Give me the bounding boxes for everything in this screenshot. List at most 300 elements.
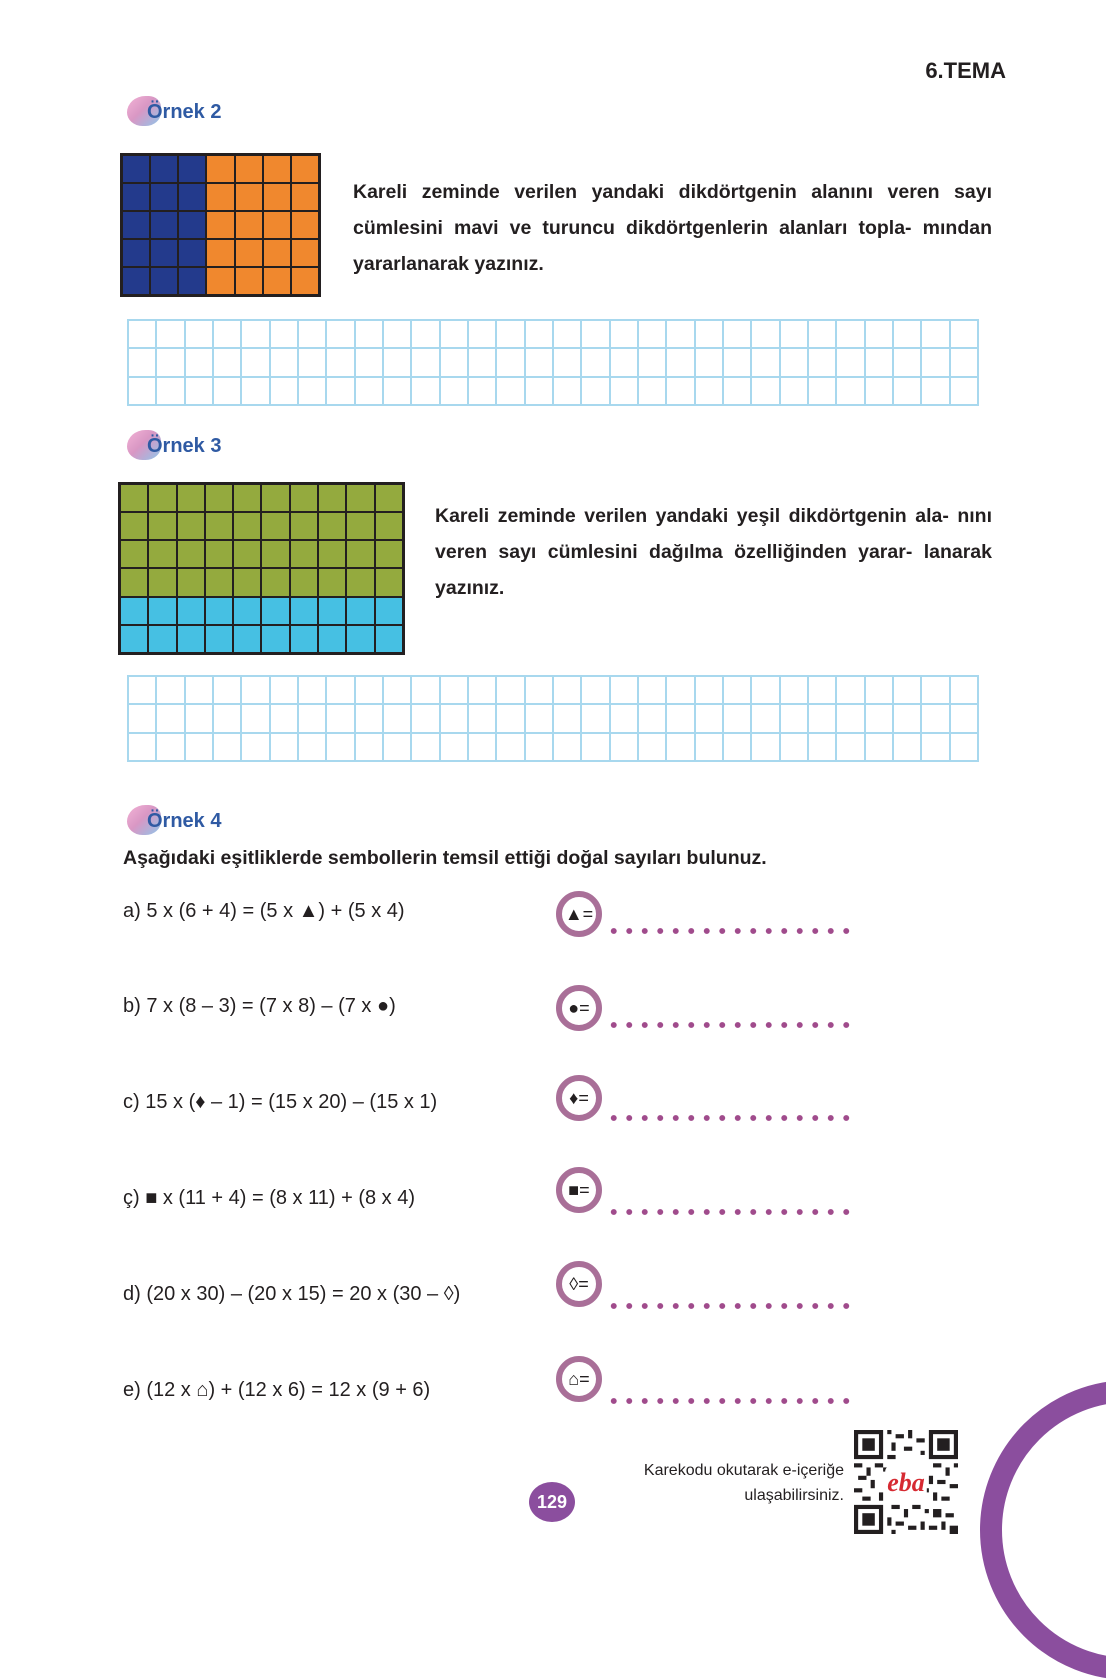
example-3-label: Örnek 3 (147, 435, 222, 457)
writing-grid-cell[interactable] (723, 676, 751, 704)
writing-grid-cell[interactable] (808, 733, 836, 761)
writing-grid-cell[interactable] (128, 704, 156, 732)
writing-grid-cell[interactable] (468, 377, 496, 405)
writing-grid-cell[interactable] (468, 348, 496, 376)
cyan-cell (233, 597, 261, 625)
green-cell (318, 540, 346, 568)
page-number: 129 (529, 1482, 575, 1522)
writing-grid-cell[interactable] (553, 733, 581, 761)
green-cell (233, 484, 261, 512)
writing-grid-cell[interactable] (921, 733, 949, 761)
writing-grid-cell[interactable] (355, 733, 383, 761)
writing-grid-cell[interactable] (270, 704, 298, 732)
cyan-cell (318, 625, 346, 653)
green-cell (233, 540, 261, 568)
blue-cell (122, 211, 150, 239)
writing-grid-cell[interactable] (270, 676, 298, 704)
writing-grid-cell[interactable] (581, 676, 609, 704)
blue-cell (178, 267, 206, 295)
writing-grid-cell[interactable] (638, 704, 666, 732)
green-cell (318, 512, 346, 540)
orange-cell (263, 267, 291, 295)
writing-grid-cell[interactable] (950, 377, 978, 405)
writing-grid-cell[interactable] (751, 320, 779, 348)
writing-grid-cell[interactable] (921, 704, 949, 732)
writing-grid-cell[interactable] (383, 377, 411, 405)
writing-grid-cell[interactable] (326, 377, 354, 405)
writing-grid-cell[interactable] (695, 704, 723, 732)
green-cell (318, 568, 346, 596)
green-cell (148, 568, 176, 596)
answer-dotted-line[interactable] (606, 1113, 856, 1123)
writing-grid-cell[interactable] (525, 704, 553, 732)
writing-grid-cell[interactable] (185, 704, 213, 732)
writing-grid-cell[interactable] (355, 348, 383, 376)
writing-grid-cell[interactable] (950, 348, 978, 376)
writing-grid-cell[interactable] (666, 377, 694, 405)
writing-grid-cell[interactable] (751, 377, 779, 405)
qr-caption-line-1: Karekodu okutarak e-içeriğe (643, 1462, 844, 1479)
writing-grid-cell[interactable] (723, 733, 751, 761)
answer-grid-2[interactable] (127, 675, 979, 762)
writing-grid-cell[interactable] (695, 733, 723, 761)
writing-grid-cell[interactable] (751, 733, 779, 761)
writing-grid-cell[interactable] (950, 320, 978, 348)
writing-grid-cell[interactable] (128, 320, 156, 348)
writing-grid-cell[interactable] (440, 676, 468, 704)
writing-grid-cell[interactable] (496, 676, 524, 704)
writing-grid-cell[interactable] (780, 320, 808, 348)
writing-grid-cell[interactable] (808, 676, 836, 704)
writing-grid-cell[interactable] (185, 320, 213, 348)
writing-grid-cell[interactable] (723, 704, 751, 732)
writing-grid-cell[interactable] (581, 733, 609, 761)
writing-grid-cell[interactable] (383, 733, 411, 761)
writing-grid-cell[interactable] (610, 733, 638, 761)
green-cell (120, 540, 148, 568)
symbol-ring: ●= (556, 985, 602, 1031)
writing-grid-cell[interactable] (411, 704, 439, 732)
orange-cell (235, 155, 263, 183)
writing-grid-cell[interactable] (836, 704, 864, 732)
writing-grid-cell[interactable] (185, 733, 213, 761)
writing-grid-cell[interactable] (213, 320, 241, 348)
writing-grid-cell[interactable] (383, 348, 411, 376)
writing-grid-cell[interactable] (893, 377, 921, 405)
cyan-cell (375, 597, 403, 625)
writing-grid-cell[interactable] (780, 704, 808, 732)
answer-dotted-line[interactable] (606, 926, 856, 936)
symbol-ring: ⌂= (556, 1356, 602, 1402)
writing-grid-cell[interactable] (326, 348, 354, 376)
orange-cell (263, 155, 291, 183)
writing-grid-cell[interactable] (496, 733, 524, 761)
green-cell (177, 540, 205, 568)
writing-grid-cell[interactable] (383, 320, 411, 348)
cyan-cell (233, 625, 261, 653)
writing-grid-cell[interactable] (326, 733, 354, 761)
blue-cell (178, 183, 206, 211)
blue-cell (178, 155, 206, 183)
writing-grid-cell[interactable] (355, 320, 383, 348)
writing-grid-cell[interactable] (695, 676, 723, 704)
writing-grid-cell[interactable] (156, 348, 184, 376)
green-cell (261, 484, 289, 512)
green-cell (148, 484, 176, 512)
writing-grid-cell[interactable] (865, 733, 893, 761)
equation-a: a) 5 x (6 + 4) = (5 x ▲) + (5 x 4) (123, 900, 405, 922)
writing-grid-cell[interactable] (865, 348, 893, 376)
green-cyan-rectangle-grid (118, 482, 405, 655)
writing-grid-cell[interactable] (865, 676, 893, 704)
writing-grid-cell[interactable] (411, 733, 439, 761)
blue-cell (122, 183, 150, 211)
orange-cell (206, 211, 234, 239)
answer-dotted-line[interactable] (606, 1396, 856, 1406)
writing-grid-cell[interactable] (808, 348, 836, 376)
writing-grid-cell[interactable] (836, 348, 864, 376)
writing-grid-cell[interactable] (893, 676, 921, 704)
equation-d: d) (20 x 30) – (20 x 15) = 20 x (30 – ◊) (123, 1283, 461, 1305)
green-cell (261, 512, 289, 540)
writing-grid-cell[interactable] (666, 676, 694, 704)
writing-grid-cell[interactable] (411, 676, 439, 704)
writing-grid-cell[interactable] (156, 676, 184, 704)
writing-grid-cell[interactable] (270, 733, 298, 761)
writing-grid-cell[interactable] (241, 320, 269, 348)
green-cell (290, 568, 318, 596)
green-cell (290, 512, 318, 540)
writing-grid-cell[interactable] (440, 733, 468, 761)
green-cell (148, 540, 176, 568)
writing-grid-cell[interactable] (355, 676, 383, 704)
writing-grid-cell[interactable] (411, 348, 439, 376)
writing-grid-cell[interactable] (468, 704, 496, 732)
writing-grid-cell[interactable] (440, 377, 468, 405)
writing-grid-cell[interactable] (355, 704, 383, 732)
eba-logo: eba (887, 1468, 925, 1497)
writing-grid-cell[interactable] (298, 348, 326, 376)
writing-grid-cell[interactable] (440, 320, 468, 348)
cyan-cell (120, 597, 148, 625)
answer-dotted-line[interactable] (606, 1207, 856, 1217)
green-cell (261, 568, 289, 596)
example-4-label: Örnek 4 (147, 810, 222, 832)
writing-grid-cell[interactable] (241, 704, 269, 732)
writing-grid-cell[interactable] (525, 320, 553, 348)
writing-grid-cell[interactable] (723, 377, 751, 405)
orange-cell (263, 183, 291, 211)
green-cell (205, 540, 233, 568)
theme-title: 6.TEMA (925, 58, 1006, 83)
writing-grid-cell[interactable] (553, 348, 581, 376)
cyan-cell (290, 597, 318, 625)
cyan-cell (261, 625, 289, 653)
writing-grid-cell[interactable] (751, 704, 779, 732)
writing-grid-cell[interactable] (921, 676, 949, 704)
green-cell (177, 512, 205, 540)
writing-grid-cell[interactable] (156, 733, 184, 761)
green-cell (205, 484, 233, 512)
writing-grid-cell[interactable] (610, 320, 638, 348)
green-cell (375, 568, 403, 596)
writing-grid-cell[interactable] (383, 676, 411, 704)
equation-c-cedilla: ç) ■ x (11 + 4) = (8 x 11) + (8 x 4) (123, 1187, 415, 1209)
green-cell (375, 512, 403, 540)
writing-grid-cell[interactable] (865, 704, 893, 732)
writing-grid-cell[interactable] (411, 377, 439, 405)
writing-grid-cell[interactable] (610, 348, 638, 376)
writing-grid-cell[interactable] (156, 320, 184, 348)
writing-grid-cell[interactable] (440, 704, 468, 732)
blue-cell (122, 239, 150, 267)
orange-cell (263, 239, 291, 267)
cyan-cell (177, 625, 205, 653)
writing-grid-cell[interactable] (496, 320, 524, 348)
writing-grid-cell[interactable] (185, 676, 213, 704)
writing-grid-cell[interactable] (893, 704, 921, 732)
writing-grid-cell[interactable] (468, 733, 496, 761)
writing-grid-cell[interactable] (468, 320, 496, 348)
writing-grid-cell[interactable] (270, 348, 298, 376)
writing-grid-cell[interactable] (553, 377, 581, 405)
writing-grid-cell[interactable] (638, 733, 666, 761)
answer-dotted-line[interactable] (606, 1301, 856, 1311)
writing-grid-cell[interactable] (780, 733, 808, 761)
green-cell (290, 540, 318, 568)
writing-grid-cell[interactable] (326, 320, 354, 348)
orange-cell (235, 239, 263, 267)
answer-dotted-line[interactable] (606, 1020, 856, 1030)
green-cell (346, 512, 374, 540)
writing-grid-cell[interactable] (326, 676, 354, 704)
symbol-ring: ◊= (556, 1261, 602, 1307)
blue-cell (150, 239, 178, 267)
green-cell (177, 484, 205, 512)
writing-grid-cell[interactable] (185, 348, 213, 376)
cyan-cell (346, 625, 374, 653)
blue-cell (178, 239, 206, 267)
green-cell (375, 540, 403, 568)
writing-grid-cell[interactable] (270, 320, 298, 348)
symbol-ring: ♦= (556, 1075, 602, 1121)
cyan-cell (205, 625, 233, 653)
writing-grid-cell[interactable] (581, 704, 609, 732)
orange-cell (291, 211, 319, 239)
blue-cell (122, 267, 150, 295)
blue-cell (122, 155, 150, 183)
writing-grid-cell[interactable] (950, 733, 978, 761)
blue-cell (150, 155, 178, 183)
writing-grid-cell[interactable] (185, 377, 213, 405)
writing-grid-cell[interactable] (865, 377, 893, 405)
qr-caption (644, 1458, 844, 1508)
green-cell (318, 484, 346, 512)
example-4-instruction: Aşağıdaki eşitliklerde sembollerin temsil ettiği doğal sayıları bulunuz. (123, 847, 767, 869)
writing-grid-cell[interactable] (298, 733, 326, 761)
writing-grid-cell[interactable] (298, 377, 326, 405)
writing-grid-cell[interactable] (836, 377, 864, 405)
example-3-text: Kareli zeminde verilen yandaki yeşil dikdörtgenin ala- nını veren sayı cümlesini dağılma özelliğinden yarar- lanarak yazınız. (435, 505, 992, 599)
orange-cell (291, 155, 319, 183)
writing-grid-cell[interactable] (893, 320, 921, 348)
blue-cell (150, 211, 178, 239)
writing-grid-cell[interactable] (638, 676, 666, 704)
writing-grid-cell[interactable] (610, 377, 638, 405)
writing-grid-cell[interactable] (836, 676, 864, 704)
writing-grid-cell[interactable] (440, 348, 468, 376)
writing-grid-cell[interactable] (610, 676, 638, 704)
writing-grid-cell[interactable] (836, 733, 864, 761)
writing-grid-cell[interactable] (638, 348, 666, 376)
writing-grid-cell[interactable] (581, 320, 609, 348)
writing-grid-cell[interactable] (666, 320, 694, 348)
green-cell (205, 512, 233, 540)
writing-grid-cell[interactable] (525, 733, 553, 761)
green-cell (375, 484, 403, 512)
writing-grid-cell[interactable] (836, 320, 864, 348)
orange-cell (235, 183, 263, 211)
orange-cell (206, 239, 234, 267)
green-cell (346, 540, 374, 568)
writing-grid-cell[interactable] (695, 348, 723, 376)
writing-grid-cell[interactable] (298, 320, 326, 348)
writing-grid-cell[interactable] (553, 676, 581, 704)
writing-grid-cell[interactable] (128, 348, 156, 376)
writing-grid-cell[interactable] (496, 704, 524, 732)
writing-grid-cell[interactable] (553, 704, 581, 732)
orange-cell (263, 211, 291, 239)
writing-grid-cell[interactable] (921, 320, 949, 348)
writing-grid-cell[interactable] (553, 320, 581, 348)
qr-code-icon[interactable] (854, 1430, 958, 1534)
example-2-label: Örnek 2 (147, 101, 222, 123)
equation-e: e) (12 x ⌂) + (12 x 6) = 12 x (9 + 6) (123, 1379, 431, 1401)
green-cell (205, 568, 233, 596)
writing-grid-cell[interactable] (241, 733, 269, 761)
writing-grid-cell[interactable] (808, 320, 836, 348)
writing-grid-cell[interactable] (893, 733, 921, 761)
orange-cell (235, 211, 263, 239)
writing-grid-cell[interactable] (666, 704, 694, 732)
orange-cell (291, 239, 319, 267)
writing-grid-cell[interactable] (213, 377, 241, 405)
writing-grid-cell[interactable] (780, 348, 808, 376)
writing-grid-cell[interactable] (666, 733, 694, 761)
writing-grid-cell[interactable] (241, 676, 269, 704)
writing-grid-cell[interactable] (241, 348, 269, 376)
orange-cell (235, 267, 263, 295)
writing-grid-cell[interactable] (156, 704, 184, 732)
writing-grid-cell[interactable] (156, 377, 184, 405)
writing-grid-cell[interactable] (298, 704, 326, 732)
writing-grid-cell[interactable] (128, 676, 156, 704)
writing-grid-cell[interactable] (780, 676, 808, 704)
cyan-cell (261, 597, 289, 625)
writing-grid-cell[interactable] (326, 704, 354, 732)
writing-grid-cell[interactable] (213, 348, 241, 376)
writing-grid-cell[interactable] (638, 377, 666, 405)
writing-grid-cell[interactable] (581, 348, 609, 376)
writing-grid-cell[interactable] (666, 348, 694, 376)
answer-grid-1[interactable] (127, 319, 979, 406)
writing-grid-cell[interactable] (695, 377, 723, 405)
qr-caption-line-2: ulaşabilirsiniz. (744, 1487, 844, 1504)
writing-grid-cell[interactable] (128, 733, 156, 761)
writing-grid-cell[interactable] (808, 377, 836, 405)
writing-grid-cell[interactable] (950, 676, 978, 704)
writing-grid-cell[interactable] (723, 320, 751, 348)
writing-grid-cell[interactable] (610, 704, 638, 732)
writing-grid-cell[interactable] (213, 676, 241, 704)
green-cell (120, 484, 148, 512)
green-cell (233, 512, 261, 540)
writing-grid-cell[interactable] (695, 320, 723, 348)
green-cell (346, 568, 374, 596)
orange-cell (206, 155, 234, 183)
cyan-cell (120, 625, 148, 653)
writing-grid-cell[interactable] (638, 320, 666, 348)
writing-grid-cell[interactable] (525, 676, 553, 704)
writing-grid-cell[interactable] (355, 377, 383, 405)
orange-cell (291, 183, 319, 211)
decorative-arc (980, 1380, 1106, 1680)
writing-grid-cell[interactable] (921, 377, 949, 405)
writing-grid-cell[interactable] (241, 377, 269, 405)
writing-grid-cell[interactable] (808, 704, 836, 732)
writing-grid-cell[interactable] (581, 377, 609, 405)
green-cell (148, 512, 176, 540)
green-cell (120, 568, 148, 596)
cyan-cell (177, 597, 205, 625)
cyan-cell (346, 597, 374, 625)
blue-cell (150, 183, 178, 211)
writing-grid-cell[interactable] (780, 377, 808, 405)
writing-grid-cell[interactable] (213, 704, 241, 732)
orange-cell (291, 267, 319, 295)
writing-grid-cell[interactable] (723, 348, 751, 376)
green-cell (120, 512, 148, 540)
writing-grid-cell[interactable] (298, 676, 326, 704)
green-cell (177, 568, 205, 596)
cyan-cell (148, 625, 176, 653)
writing-grid-cell[interactable] (411, 320, 439, 348)
green-cell (261, 540, 289, 568)
writing-grid-cell[interactable] (270, 377, 298, 405)
writing-grid-cell[interactable] (751, 676, 779, 704)
writing-grid-cell[interactable] (525, 348, 553, 376)
equation-c: c) 15 x (♦ – 1) = (15 x 20) – (15 x 1) (123, 1091, 438, 1113)
writing-grid-cell[interactable] (128, 377, 156, 405)
writing-grid-cell[interactable] (213, 733, 241, 761)
writing-grid-cell[interactable] (496, 348, 524, 376)
writing-grid-cell[interactable] (468, 676, 496, 704)
writing-grid-cell[interactable] (893, 348, 921, 376)
cyan-cell (290, 625, 318, 653)
cyan-cell (205, 597, 233, 625)
example-2-text: Kareli zeminde verilen yandaki dikdörtgenin alanını veren sayı cümlesini mavi ve turuncu dikdörtgenlerin alanları topla- mından yararlanarak yazınız. (353, 181, 992, 275)
writing-grid-cell[interactable] (950, 704, 978, 732)
writing-grid-cell[interactable] (496, 377, 524, 405)
writing-grid-cell[interactable] (525, 377, 553, 405)
cyan-cell (375, 625, 403, 653)
writing-grid-cell[interactable] (921, 348, 949, 376)
writing-grid-cell[interactable] (865, 320, 893, 348)
writing-grid-cell[interactable] (383, 704, 411, 732)
green-cell (346, 484, 374, 512)
writing-grid-cell[interactable] (751, 348, 779, 376)
cyan-cell (148, 597, 176, 625)
